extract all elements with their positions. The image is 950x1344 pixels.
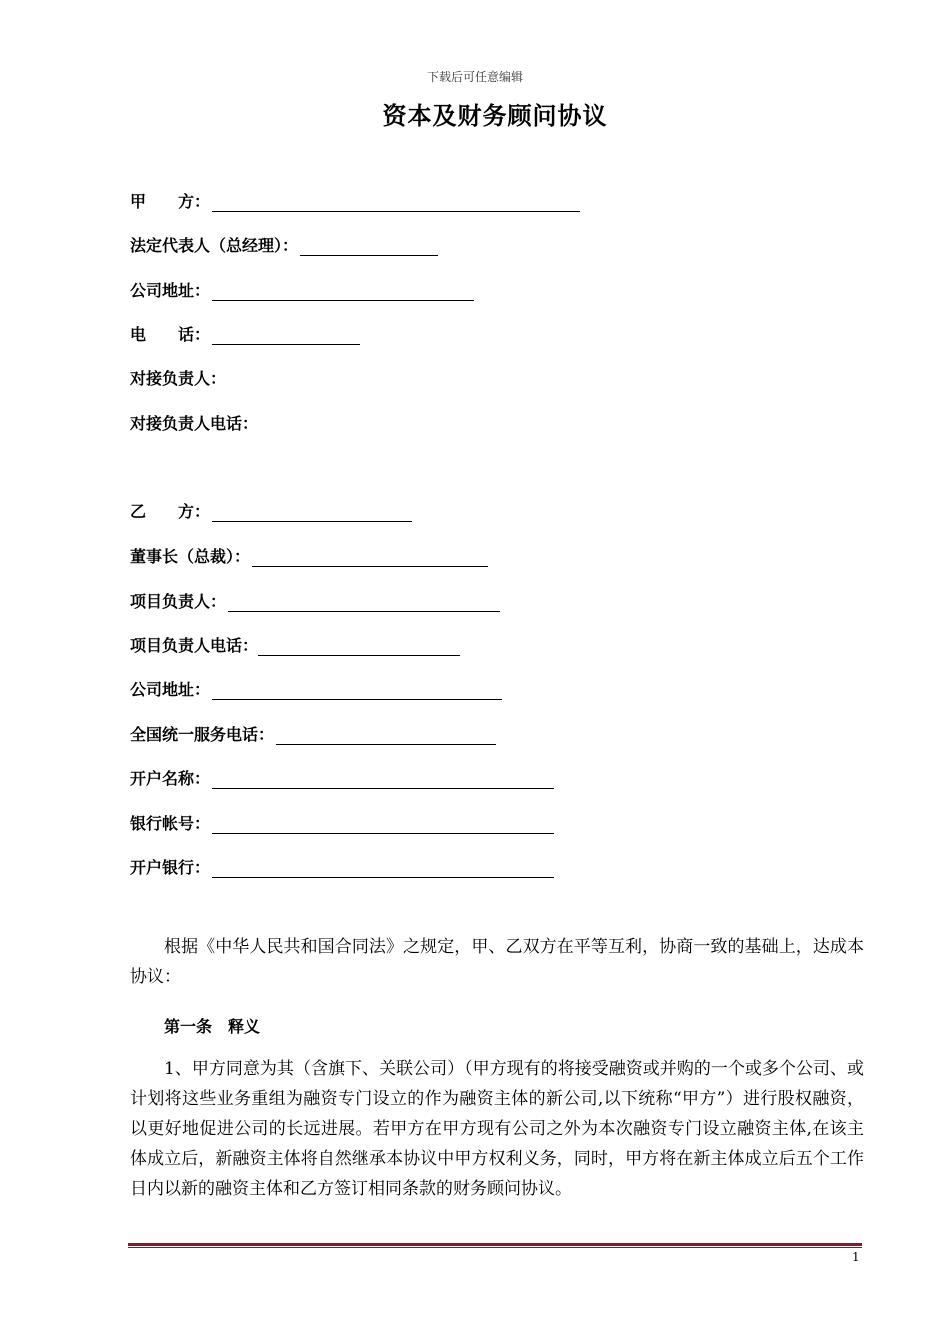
party-b-pm-field bbox=[130, 590, 500, 612]
party-a-phone-blank bbox=[212, 328, 360, 345]
party-b-address-blank bbox=[212, 683, 502, 700]
footer-rule bbox=[128, 1243, 862, 1246]
pm-label: 项目负责人： bbox=[130, 592, 227, 611]
party-b-label: 乙 方： bbox=[130, 502, 211, 521]
party-b-blank bbox=[212, 505, 412, 522]
party-b-address-field bbox=[130, 678, 502, 700]
party-b-account-name-field bbox=[130, 767, 554, 789]
party-b-bank-field bbox=[130, 856, 554, 878]
header-note: 下载后可任意编辑 bbox=[426, 70, 523, 84]
party-a-field bbox=[130, 190, 580, 212]
pm-phone-blank bbox=[258, 639, 460, 656]
bank-label: 开户银行： bbox=[130, 858, 211, 877]
party-a-phone-field bbox=[130, 323, 360, 345]
party-a-address-label: 公司地址： bbox=[130, 281, 211, 300]
account-name-label: 开户名称： bbox=[130, 769, 211, 788]
bank-blank bbox=[212, 861, 554, 878]
party-b-field bbox=[130, 500, 412, 522]
intro-paragraph: 根据《中华人民共和国合同法》之规定，甲、乙双方在平等互利，协商一致的基础上，达成本协议： bbox=[130, 937, 864, 987]
party-b-hotline-field bbox=[130, 723, 496, 745]
party-a-contact-phone-field bbox=[130, 412, 258, 434]
article-1-heading: 第一条 释义 bbox=[164, 1017, 261, 1036]
legal-rep-blank bbox=[300, 239, 438, 256]
chairman-label: 董事长（总裁）： bbox=[130, 547, 251, 566]
party-b-account-no-field bbox=[130, 812, 554, 834]
document-title: 资本及财务顾问协议 bbox=[382, 102, 608, 130]
hotline-label: 全国统一服务电话： bbox=[130, 725, 275, 744]
account-name-blank bbox=[212, 772, 554, 789]
party-b-chairman-field bbox=[130, 545, 488, 567]
party-a-address-blank bbox=[212, 284, 474, 301]
party-a-label: 甲 方： bbox=[130, 192, 211, 211]
party-a-contact-field bbox=[130, 367, 226, 389]
footer-rule-thin bbox=[128, 1247, 862, 1248]
party-a-address-field bbox=[130, 279, 474, 301]
contact-label: 对接负责人： bbox=[130, 369, 227, 388]
legal-rep-label: 法定代表人（总经理）： bbox=[130, 236, 299, 255]
page-number: 1 bbox=[852, 1250, 860, 1264]
account-no-blank bbox=[212, 817, 554, 834]
pm-blank bbox=[228, 595, 500, 612]
account-no-label: 银行帐号： bbox=[130, 814, 211, 833]
party-b-address-label: 公司地址： bbox=[130, 680, 211, 699]
chairman-blank bbox=[252, 550, 488, 567]
party-a-phone-label: 电 话： bbox=[130, 325, 211, 344]
hotline-blank bbox=[276, 728, 496, 745]
pm-phone-label: 项目负责人电话： bbox=[130, 636, 259, 655]
party-b-pm-phone-field bbox=[130, 634, 460, 656]
party-a-legal-rep-field bbox=[130, 234, 438, 256]
contact-phone-label: 对接负责人电话： bbox=[130, 414, 259, 433]
article-1-clause-1: 1、甲方同意为其（含旗下、关联公司）（甲方现有的将接受融资或并购的一个或多个公司、或计划将这些业务重组为融资专门设立的作为融资主体的新公司,以下统称“甲方”）进行股权融资，以更好地促进公司的长远进展。若甲方在甲方现有公司之外为本次融资专门设立融资主体,在该主体成立后，新融资主体将自然继承本协议中甲方权利义务，同时，甲方将在新主体成立后五个工作日内以新的融资主体和乙方签订相同条款的财务顾问协议。 bbox=[130, 1059, 864, 1199]
party-a-blank bbox=[212, 195, 580, 212]
